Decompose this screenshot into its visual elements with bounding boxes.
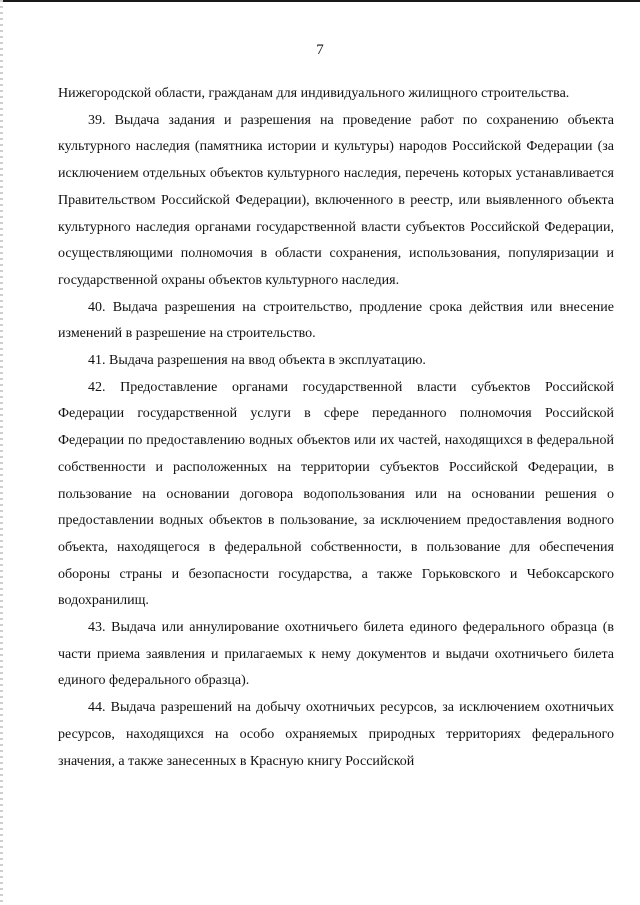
top-border-line — [0, 0, 640, 2]
scan-edge-mark — [0, 0, 3, 905]
paragraph-item-42: 42. Предоставление органами государственной власти субъектов Российской Федерации государственной услуги в сфере переданного полномочия Российской Федерации по предоставлению водных объектов или их частей, находящихся в федеральной собственности и расположенных на территории субъектов Российской Федерации, в пользование на основании договора водопользования или на основании решения о предоставлении водных объектов в пользование, за исключением предоставления водного объекта, находящегося в федеральной собственности, в пользование для обеспечения обороны страны и безопасности государства, а также Горьковского и Чебоксарского водохранилищ. — [58, 379, 614, 609]
paragraph-item-44: 44. Выдача разрешений на добычу охотничьих ресурсов, за исключением охотничьих ресурсов, находящихся на особо охраняемых природных территориях федерального значения, а также занесенных в Красную книгу Российской — [58, 700, 614, 769]
paragraph-continuation: Нижегородской области, гражданам для индивидуального жилищного строительства. — [58, 86, 570, 101]
paragraph-item-39: 39. Выдача задания и разрешения на проведение работ по сохранению объекта культурного наследия (памятника истории и культуры) народов Российской Федерации (за исключением отдельных объектов культурного наследия, перечень которых устанавливается Правительством Российской Федерации), включенного в реестр, или выявленного объекта культурного наследия органами государственной власти субъектов Российской Федерации, осуществляющими полномочия в области сохранения, использования, популяризации и государственной охраны объектов культурного наследия. — [58, 112, 614, 288]
paragraph-item-40: 40. Выдача разрешения на строительство, продление срока действия или внесение изменений в разрешение на строительство. — [58, 299, 614, 342]
document-body — [58, 81, 614, 775]
page-number: 7 — [316, 42, 324, 58]
paragraph-item-41: 41. Выдача разрешения на ввод объекта в эксплуатацию. — [88, 353, 426, 369]
paragraph-item-43: 43. Выдача или аннулирование охотничьего билета единого федерального образца (в части приема заявления и прилагаемых к нему документов и выдачи охотничьего билета единого федерального образца). — [58, 620, 614, 689]
